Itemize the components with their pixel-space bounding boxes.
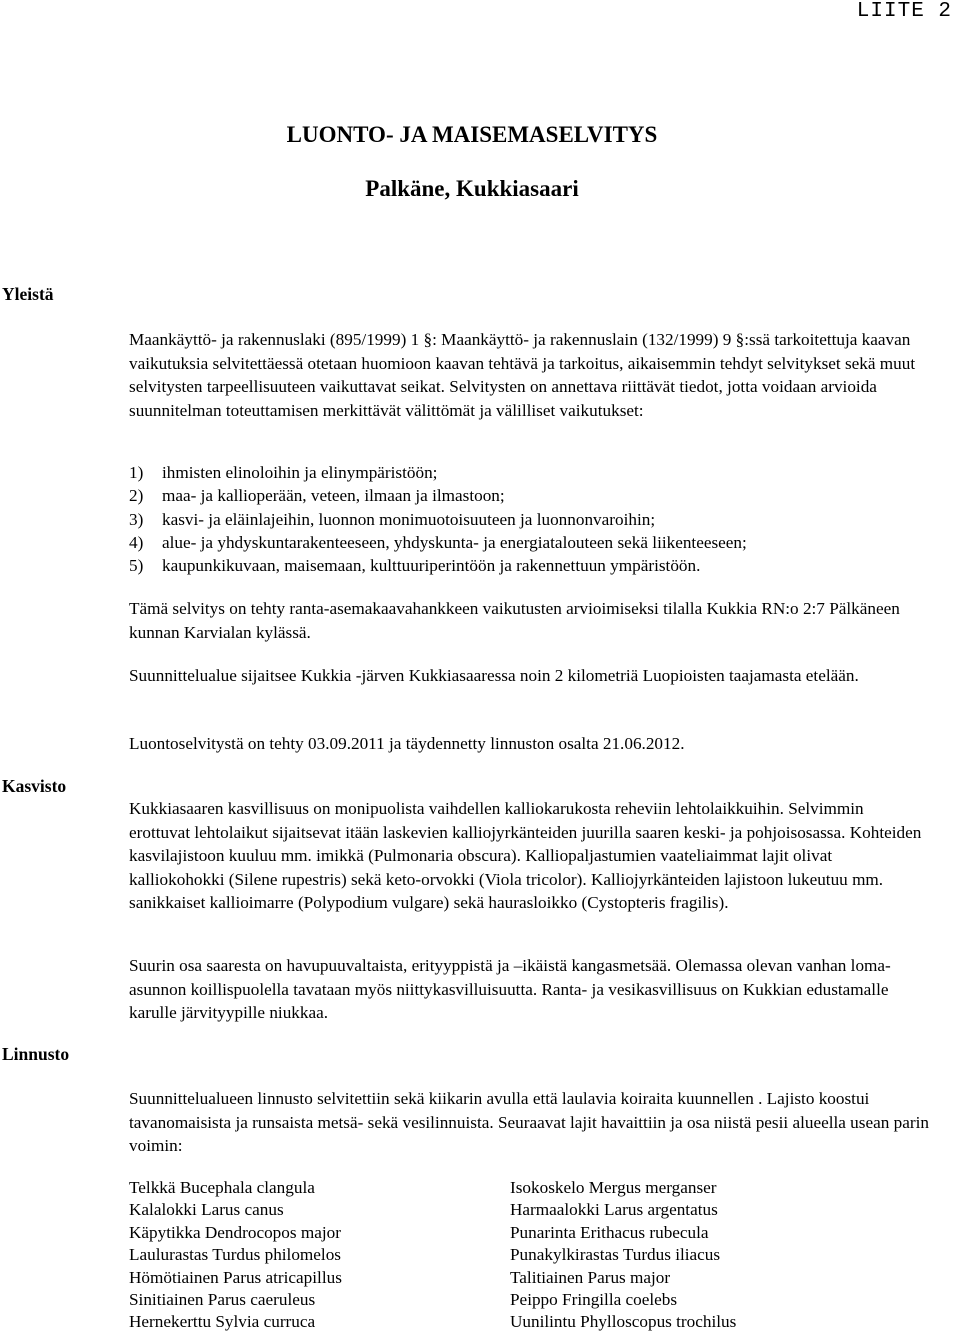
impact-number: 1) bbox=[129, 463, 144, 482]
impact-list-item bbox=[129, 554, 929, 577]
purpose-paragraph: Tämä selvitys on tehty ranta-asemakaavahankkeen vaikutusten arvioimiseksi tilalla Kukkia RN:o 2:7 Pälkäneen kunnan Karvialan kylässä. bbox=[129, 599, 900, 642]
impact-list-item bbox=[129, 531, 929, 554]
impact-text: alue- ja yhdyskuntarakenteeseen, yhdyskunta- ja energiatalouteen sekä liikenteeseen; bbox=[162, 532, 747, 552]
document-title: LUONTO- JA MAISEMASELVITYS bbox=[286, 122, 658, 147]
document-subtitle: Palkäne, Kukkiasaari bbox=[365, 176, 579, 201]
species-item: Isokoskelo Mergus merganser bbox=[510, 1178, 717, 1197]
impact-list-item bbox=[129, 484, 929, 507]
species-list-left bbox=[129, 1177, 510, 1334]
kasvisto-block-1 bbox=[129, 797, 929, 915]
species-item: Talitiainen Parus major bbox=[510, 1267, 671, 1287]
species-item: Telkkä Bucephala clangula bbox=[129, 1178, 315, 1197]
purpose-block bbox=[129, 597, 929, 644]
attachment-label: LIITE 2 bbox=[856, 0, 952, 23]
impact-number: 5) bbox=[129, 556, 144, 576]
species-item: Harmaalokki Larus argentatus bbox=[510, 1200, 718, 1220]
kasvisto-paragraph-2: Suurin osa saaresta on havupuuvaltaista, erityyppistä ja –ikäistä kangasmetsää. Olemassa olevan vanhan loma-asunnon koillispuolella tavataan myös niittykasvilluisuutta. Ranta- ja vesikasvillisuus on Kukkian edustamalle karulle järvityypille niukkaa. bbox=[129, 956, 891, 1022]
intro-paragraph: Maankäyttö- ja rakennuslaki (895/1999) 1 §: Maankäyttö- ja rakennuslain (132/1999) 9 §:ssä tarkoitettuja kaavan vaikutuksia selvitettäessä otetaan huomioon kaavan tehtävä ja tarkoitus, aikaisemmin tehdyt selvitykset sekä muut selvitysten tarpeellisuuteen vaikuttavat seikat. Selvitysten on annettava riittävät tiedot, jotta voidaan arvioida suunnitelman toteuttamisen merkittävät välittömät ja välilliset vaikutukset: bbox=[129, 330, 916, 420]
species-item: Hömötiainen Parus atricapillus bbox=[129, 1267, 342, 1287]
dates-block bbox=[129, 732, 929, 756]
location-block bbox=[129, 664, 929, 688]
impacts-list bbox=[129, 461, 929, 577]
species-item: Punarinta Erithacus rubecula bbox=[510, 1222, 709, 1242]
species-item: Peippo Fringilla coelebs bbox=[510, 1290, 678, 1310]
section-yleista-intro bbox=[129, 328, 929, 422]
species-item: Kalalokki Larus canus bbox=[129, 1200, 284, 1220]
species-list-right bbox=[510, 1177, 736, 1334]
linnusto-intro-paragraph: Suunnittelualueen linnusto selvitettiin sekä kiikarin avulla että laulavia koiraita kuunnellen . Lajisto koostui tavanomaisista ja runsaista metsä- sekä vesilinnuista. Seuraavat lajit havaittiin ja osa niistä pesii alueella usean parin voimin: bbox=[129, 1089, 929, 1155]
species-item: Sinitiainen Parus caeruleus bbox=[129, 1290, 316, 1310]
impact-list-item bbox=[129, 508, 929, 531]
impact-number: 3) bbox=[129, 509, 144, 529]
section-heading-linnusto: Linnusto bbox=[2, 1044, 70, 1064]
kasvisto-paragraph-1: Kukkiasaaren kasvillisuus on monipuolista vaihdellen kalliokarukosta reheviin lehtolaikkuihin. Selvimmin erottuvat lehtolaikut sijaitsevat itään laskevien kalliojyrkänteiden juurilla saaren keski- ja pohjoisosassa. Kohteiden kasvilajistoon kuuluu mm. imikkä (Pulmonaria obscura). Kalliopaljastumien vaateliaimmat lajit olivat kalliokohokki (Silene rupestris) sekä keto-orvokki (Viola tricolor). Kalliojyrkänteiden lajistoon lukeutuu mm. sanikkaiset kallioimarre (Polypodium vulgare) sekä haurasloikko (Cystopteris fragilis). bbox=[129, 799, 922, 912]
species-item: Hernekerttu Sylvia curruca bbox=[129, 1312, 316, 1332]
species-columns bbox=[129, 1177, 929, 1334]
species-item: Käpytikka Dendrocopos major bbox=[129, 1222, 341, 1242]
linnusto-intro-block bbox=[129, 1087, 929, 1158]
impact-text: kaupunkikuvaan, maisemaan, kulttuuriperintöön ja rakennettuun ympäristöön. bbox=[162, 556, 701, 576]
kasvisto-block-2 bbox=[129, 954, 929, 1025]
species-item: Laulurastas Turdus philomelos bbox=[129, 1245, 341, 1265]
impacts-list-block bbox=[129, 461, 929, 577]
species-item: Uunilintu Phylloscopus trochilus bbox=[510, 1312, 737, 1332]
impact-list-item bbox=[129, 461, 929, 484]
species-item: Punakylkirastas Turdus iliacus bbox=[510, 1245, 721, 1265]
impact-number: 2) bbox=[129, 486, 144, 506]
impact-text: kasvi- ja eläinlajeihin, luonnon monimuotoisuuteen ja luonnonvaroihin; bbox=[162, 509, 656, 529]
section-heading-yleista: Yleistä bbox=[2, 284, 54, 304]
dates-paragraph: Luontoselvitystä on tehty 03.09.2011 ja täydennetty linnuston osalta 21.06.2012. bbox=[129, 734, 685, 753]
impact-text: ihmisten elinoloihin ja elinympäristöön; bbox=[162, 463, 438, 482]
impact-text: maa- ja kallioperään, veteen, ilmaan ja ilmastoon; bbox=[162, 486, 505, 506]
impact-number: 4) bbox=[129, 532, 144, 552]
location-paragraph: Suunnittelualue sijaitsee Kukkia -järven Kukkiasaaressa noin 2 kilometriä Luopioisten taajamasta etelään. bbox=[129, 666, 859, 685]
section-heading-kasvisto: Kasvisto bbox=[2, 776, 67, 796]
